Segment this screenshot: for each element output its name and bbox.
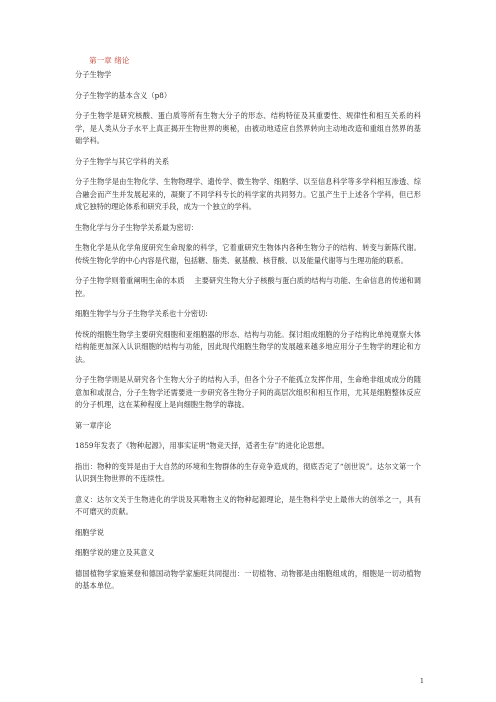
heading-cell-theory: 细胞学说 [75,527,104,537]
heading-relations: 分子生物学与其它学科的关系 [75,156,170,166]
heading-molecular-biology: 分子生物学 [75,70,112,79]
paragraph-cell-biology: 传统的细胞生物学主要研究细胞和亚细胞器的形态、结构与功能。探讨组成细胞的分子结构比单纯观察大体结构能更加深入认识细胞的结构与功能，因此现代细胞生物学的发展越来越多地应用分子生物学的理论和方法。 [75,329,421,364]
paragraph-definition: 分子生物学是研究核酸、蛋白质等所有生物大分子的形态、结构特征及其重要性、规律性和相互关系的科学，是人类从分子水平上真正揭开生物世界的奥秘，由被动地适应自然界转向主动地改造和重组自然界的基础学科。 [75,111,421,145]
paragraph-molecular-structure: 分子生物学则是从研究各个生物大分子的结构入手，但各个分子不能孤立发挥作用，生命绝非组成成分的随意加和或混合，分子生物学还需要进一步研究各生物分子间的高层次组织和相互作用，尤其是细胞整体反应的分子机理，这在某种程度上是向细胞生物学的靠拢。 [75,375,421,409]
document-body [75,56,421,593]
heading-cell-theory-establishment: 细胞学说的建立及其意义 [75,548,155,558]
heading-basic-meaning: 分子生物学的基本含义（p8） [75,90,172,100]
heading-chapter-intro: 第一章序论 [75,420,112,430]
heading-cell-biology: 细胞生物学与分子生物学关系也十分密切: [75,309,208,319]
page-number: 1 [419,677,424,685]
paragraph-biochemistry: 生物化学是从化学角度研究生命现象的科学，它着重研究生物体内各种生物分子的结构、转变与新陈代谢。传统生物化学的中心内容是代谢，包括糖、脂类、氨基酸、核苷酸、以及能量代谢等与生理功能的联系。 [75,243,421,265]
paragraph-schleiden-schwann: 德国植物学家施莱登和德国动物学家施旺共同提出：一切植物、动物都是由细胞组成的，细胞是一切动植物的基本单位。 [75,568,421,591]
paragraph-relations: 分子生物学是由生物化学、生物物理学、遗传学、微生物学、细胞学、以至信息科学等多学科相互渗透、综合融会而产生并发展起来的，凝聚了不同学科专长的科学家的共同努力。它虽产生于上述各个学科，但已形成它独特的理论体系和研究手段，成为一个独立的学科。 [75,177,421,211]
heading-biochemistry: 生物化学与分子生物学关系最为密切： [75,222,199,232]
paragraph-molecular-focus: 分子生物学则着重阐明生命的本质 主要研究生物大分子核酸与蛋白质的结构与功能、生命信息的传递和调控。 [75,276,421,298]
paragraph-origin-of-species: 1859年发表了《物种起源》，用事实证明“物竞天择，适者生存”的进化论思想。 [75,441,329,451]
paragraph-significance: 意义：达尔文关于生物进化的学说及其唯物主义的物种起源理论，是生物科学史上最伟大的创举之一，具有不可磨灭的贡献。 [75,494,421,517]
paragraph-variation: 指出：物种的变异是由于大自然的环境和生物群体的生存竞争造成的，彻底否定了“创世说”。达尔文第一个认识到生物世界的不连续性。 [75,461,421,484]
chapter-title: 第一章 绪论 [89,56,130,65]
